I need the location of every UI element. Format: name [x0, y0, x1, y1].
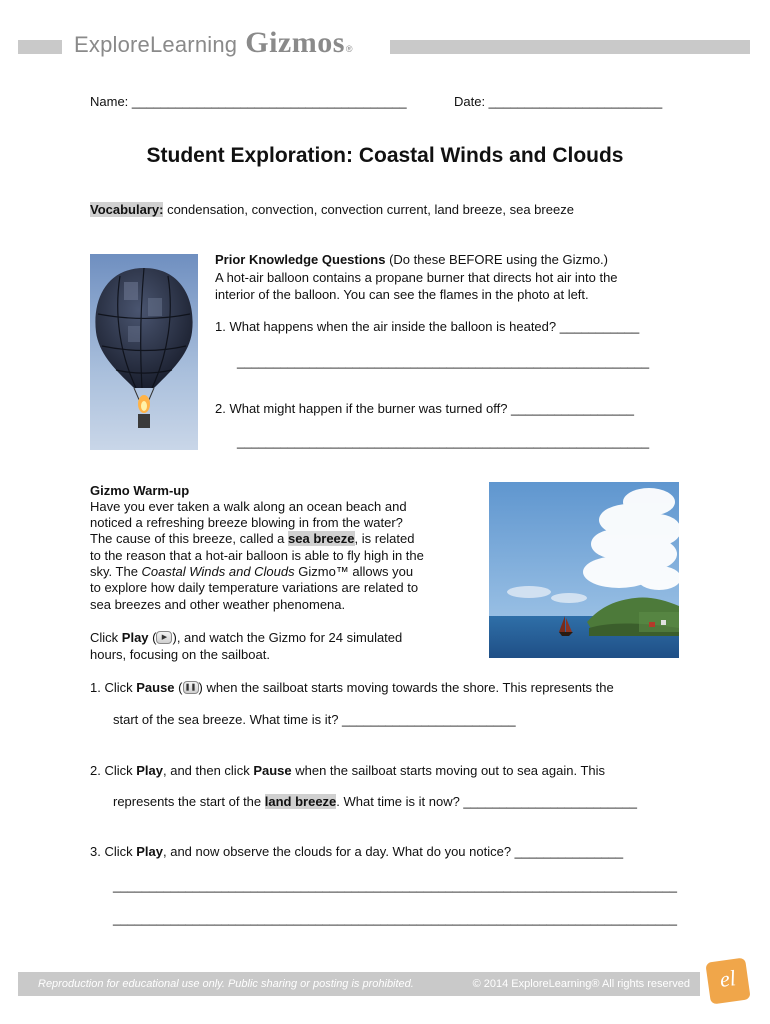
vocabulary-label: Vocabulary:: [90, 202, 164, 217]
warmup-line-3-a: The cause of this breeze, called a: [90, 531, 289, 546]
play-instruction-line-2: hours, focusing on the sailboat.: [90, 647, 270, 662]
question-2-b: , and then click: [162, 763, 254, 778]
prior-knowledge-title: Prior Knowledge Questions: [215, 252, 386, 267]
warmup-line-5-a: sky. The: [90, 564, 142, 579]
question-2-line-2[interactable]: [113, 794, 637, 809]
pause-word-q2: Pause: [253, 763, 292, 778]
prior-knowledge-intro-2: interior of the balloon. You can see the flames in the photo at left.: [215, 287, 589, 302]
warmup-line-6: to explore how daily temperature variations are related to: [90, 580, 419, 595]
hot-air-balloon-photo: [90, 254, 198, 450]
prior-question-1: 1. What happens when the air inside the balloon is heated? ___________: [215, 319, 640, 334]
brand-registered: ®: [345, 44, 353, 54]
warmup-line-3: [90, 531, 415, 546]
brand-gizmos: Gizmos: [245, 26, 345, 59]
warmup-heading: Gizmo Warm-up: [90, 483, 190, 498]
play-icon: ▶: [156, 631, 172, 644]
question-2-c: when the sailboat starts moving out to sea again. This: [291, 763, 606, 778]
play-instruction: [90, 630, 402, 645]
warmup-line-7: sea breezes and other weather phenomena.: [90, 597, 346, 612]
prior-knowledge-heading: [215, 252, 608, 267]
prior-question-2: 2. What might happen if the burner was turned off? _________________: [215, 401, 634, 416]
footer-bar: [18, 972, 700, 996]
play-instruction-a: Click: [90, 630, 122, 645]
play-paren-open: (: [148, 630, 157, 645]
name-field[interactable]: Name: ______________________________________: [90, 94, 407, 109]
prior-knowledge-note: (Do these BEFORE using the Gizmo.): [385, 252, 608, 267]
prior-question-1-answer[interactable]: _________________________________________________________: [237, 354, 650, 369]
warmup-line-1: Have you ever taken a walk along an ocean beach and: [90, 499, 407, 514]
question-2-a: 2. Click: [90, 763, 137, 778]
gizmo-name: Coastal Winds and Clouds: [141, 564, 295, 579]
prior-knowledge-intro-1: A hot-air balloon contains a propane burner that directs hot air into the: [215, 270, 618, 285]
question-2-line-2-a: represents the start of the: [113, 794, 265, 809]
question-3-answer-line-2[interactable]: ______________________________________________________________________________: [113, 911, 677, 926]
question-2: [90, 763, 605, 778]
explorelearning-gizmos-logo: [68, 26, 359, 66]
warmup-line-5: [90, 564, 413, 579]
header-bar-right: [390, 40, 750, 54]
play-word: Play: [121, 630, 149, 645]
term-land-breeze: land breeze: [264, 794, 337, 809]
vocabulary-line: [90, 202, 574, 217]
play-instruction-b: ), and watch the Gizmo for 24 simulated: [172, 630, 403, 645]
warmup-line-3-b: , is related: [354, 531, 415, 546]
term-sea-breeze: sea breeze: [288, 531, 355, 546]
play-word-q2: Play: [136, 763, 163, 778]
footer-disclaimer: Reproduction for educational use only. Public sharing or posting is prohibited.: [38, 978, 414, 990]
question-3-b: , and now observe the clouds for a day. What do you notice? _______________: [162, 844, 624, 859]
vocabulary-terms: condensation, convection, convection current, land breeze, sea breeze: [163, 202, 574, 217]
date-field[interactable]: Date: ________________________: [454, 94, 663, 109]
pause-icon: ❚❚: [183, 681, 199, 694]
play-word-q3: Play: [136, 844, 163, 859]
brand-explore: ExploreLearning: [74, 32, 238, 57]
question-1-line-2[interactable]: start of the sea breeze. What time is it? ________________________: [113, 712, 516, 727]
question-1-paren-open: (: [174, 680, 183, 695]
question-2-line-2-b: . What time is it now? ________________________: [336, 794, 637, 809]
explorelearning-el-logo: [705, 957, 750, 1004]
warmup-line-4: to the reason that a hot-air balloon is able to fly high in the: [90, 548, 424, 563]
el-logo-text: el: [718, 965, 738, 993]
coastal-scene-photo: [489, 482, 679, 658]
question-1: [90, 680, 614, 695]
question-1-b: ) when the sailboat starts moving towards the shore. This represents the: [198, 680, 614, 695]
warmup-line-2: noticed a refreshing breeze blowing in from the water?: [90, 515, 403, 530]
warmup-line-5-b: Gizmo™ allows you: [294, 564, 414, 579]
question-3: [90, 844, 623, 859]
header-bar-left: [18, 40, 62, 54]
question-3-a: 3. Click: [90, 844, 137, 859]
question-1-a: 1. Click: [90, 680, 137, 695]
page-title: Student Exploration: Coastal Winds and Clouds: [146, 144, 624, 167]
question-3-answer-line-1[interactable]: ______________________________________________________________________________: [113, 878, 677, 893]
pause-word: Pause: [136, 680, 175, 695]
prior-question-2-answer[interactable]: _________________________________________________________: [237, 434, 650, 449]
footer-copyright: © 2014 ExploreLearning® All rights reserved: [472, 978, 690, 990]
